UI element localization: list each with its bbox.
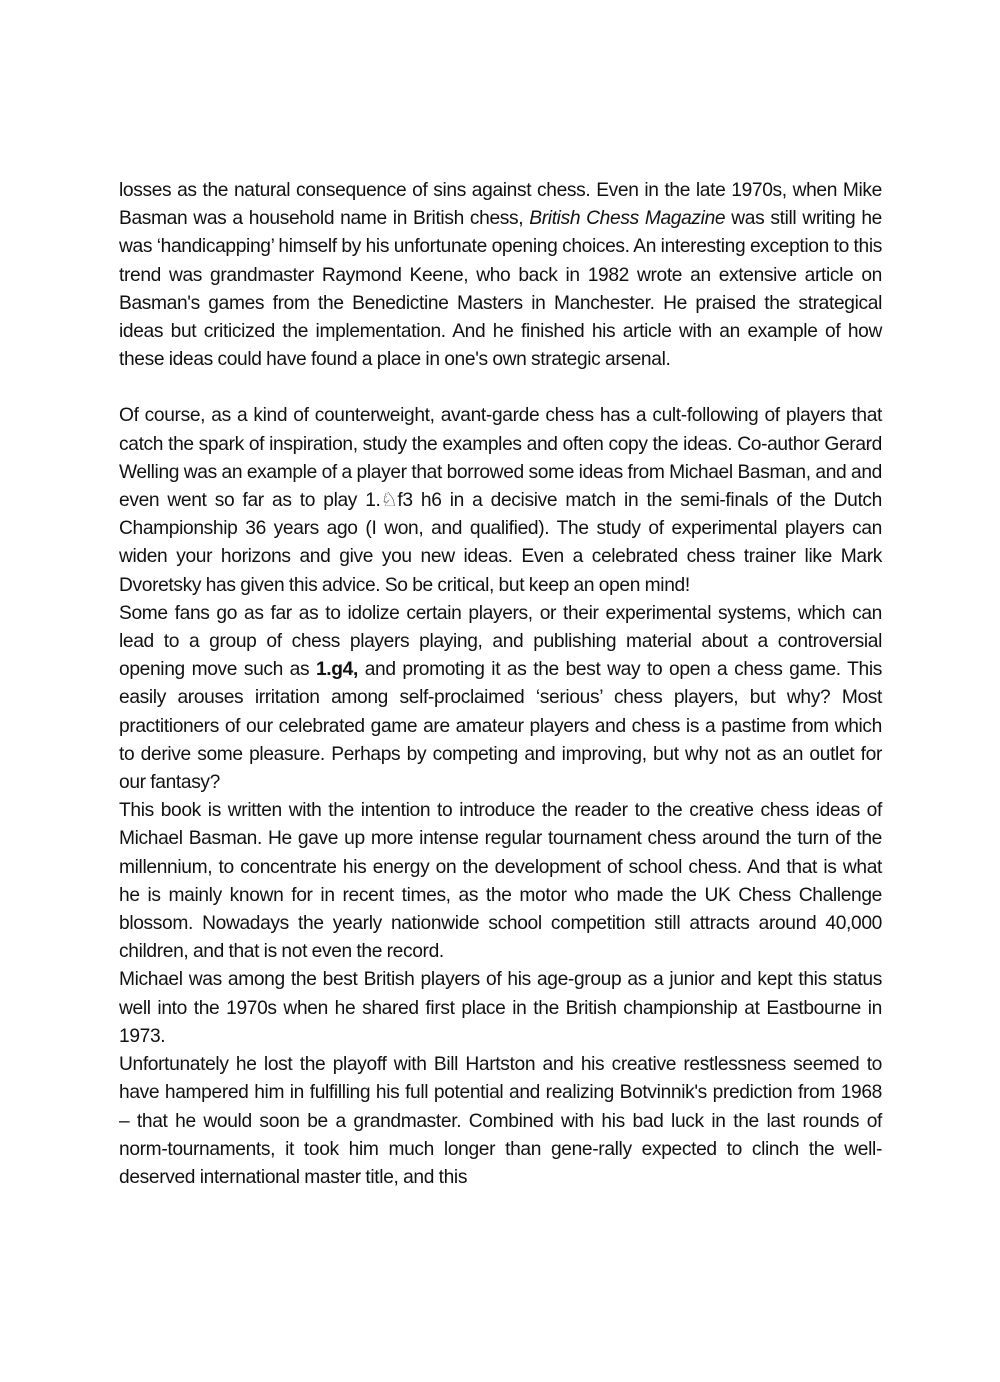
chess-move: 1.g4,: [315, 659, 358, 681]
paragraph-text: was still writing he was ‘handicapping’ himself by his unfortunate opening choices. An interesting exception to this trend was grandmaster Raymond Keene, who back in 1982 wrote an extensive article on Basman's games from the Benedictine Masters in Manchester. He praised the strategical ideas but criticized the implementation. And he finished his article with an example of how these ideas could have found a place in one's own strategic arsenal.: [119, 208, 882, 371]
page-body: [119, 177, 882, 1192]
paragraph-book-intention: This book is written with the intention to introduce the reader to the creative chess ideas of Michael Basman. He gave up more intense regular tournament chess around the turn of the millennium, to concentrate his energy on the development of school chess. And that is what he is mainly known for in recent times, as the motor who made the UK Chess Challenge blossom. Nowadays the yearly nationwide school competition still attracts around 40,000 children, and that is not even the record.: [119, 800, 882, 963]
paragraph-text: losses as the natural consequence of sins against chess. Even in the late 1970s, when Mike Basman was a household name in British chess,: [119, 180, 882, 230]
paragraph-playoff: Unfortunately he lost the playoff with Bill Hartston and his creative restlessness seemed to have hampered him in fulfilling his full potential and realizing Botvinnik's prediction from 1968 – that he would soon be a grandmaster. Combined with his bad luck in the last rounds of norm-tournaments, it took him much longer than gene-rally expected to clinch the well-deserved international master title, and this: [119, 1054, 882, 1188]
paragraph-text: Some fans go as far as to idolize certain players, or their experimental systems, which can lead to a group of chess players playing, and publishing material about a controversial opening move such as: [119, 602, 882, 681]
paragraph-fans: [119, 600, 882, 797]
paragraph-counterweight: Of course, as a kind of counterweight, avant-garde chess has a cult-following of players that catch the spark of inspiration, study the examples and often copy the ideas. Co-author Gerard Welling was an example of a player that borrowed some ideas from Michael Basman, and and even went so far as to play 1.♘f3 h6 in a decisive match in the semi-finals of the Dutch Championship 36 years ago (I won, and qualified). The study of experimental players can widen your horizons and give you new ideas. Even a celebrated chess trainer like Mark Dvoretsky has given this advice. So be critical, but keep an open mind!: [119, 405, 882, 596]
paragraph-losses: [119, 177, 882, 374]
paragraph-text: and promoting it as the best way to open a chess game. This easily arouses irritation among self-proclaimed ‘serious’ chess players, but why? Most practitioners of our celebrated game are amateur players and chess is a pastime from which to derive some pleasure. Perhaps by competing and improving, but why not as an outlet for our fantasy?: [119, 659, 882, 794]
magazine-title: British Chess Magazine: [529, 208, 726, 230]
paragraph-junior: Michael was among the best British players of his age-group as a junior and kept this status well into the 1970s when he shared first place in the British championship at Eastbourne in 1973.: [119, 969, 882, 1047]
